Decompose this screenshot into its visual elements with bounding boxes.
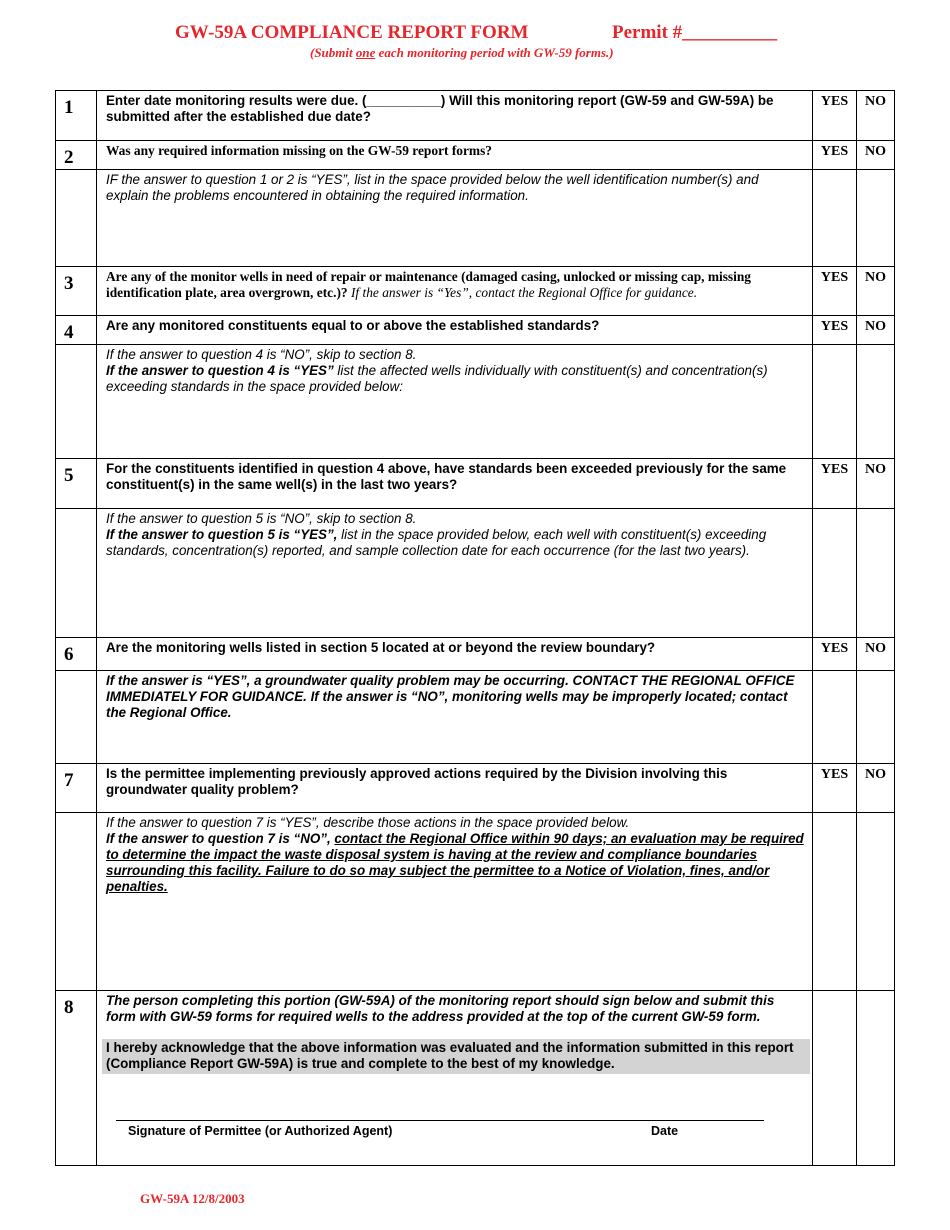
instruction-text: If the answer to question 7 is “YES”, describe those actions in the space provided below. (106, 815, 630, 830)
answer-area-2 (56, 170, 895, 267)
answer-area-4 (56, 345, 895, 459)
answer-space-7[interactable] (97, 813, 813, 991)
date-label: Date (651, 1124, 679, 1138)
answer-space-4[interactable] (97, 345, 813, 459)
warning-text: If the answer is “YES”, a groundwater quality problem may be occurring. CONTACT THE REGIONAL OFFICE IMMEDIATELY FOR GUIDANCE. If the answer is “NO”, monitoring wells may be improperly located; contact the Regional Office. (106, 673, 795, 720)
question-number: 3 (56, 267, 97, 316)
yes-checkbox-1[interactable]: YES (813, 91, 857, 141)
question-row-4 (56, 316, 895, 345)
question-row-5 (56, 459, 895, 509)
question-number: 4 (56, 316, 97, 345)
question-row-8 (56, 991, 895, 1166)
question-text: For the constituents identified in question 4 above, have standards been exceeded previously for the same constituent(s) in the same well(s) in the last two years? (97, 459, 813, 509)
question-text: Are any monitored constituents equal to or above the established standards? (97, 316, 813, 345)
answer-area-7 (56, 813, 895, 991)
signature-labels (106, 1121, 804, 1141)
instruction-text: If the answer to question 4 is “NO”, skip to section 8. (106, 347, 417, 362)
question-number: 8 (56, 991, 97, 1166)
yes-checkbox-6[interactable]: YES (813, 638, 857, 671)
no-checkbox-6[interactable]: NO (857, 638, 895, 671)
question-row-2 (56, 141, 895, 170)
question-number: 5 (56, 459, 97, 509)
certification-section (97, 991, 813, 1166)
question-row-7 (56, 764, 895, 813)
yes-checkbox-7[interactable]: YES (813, 764, 857, 813)
question-text: Enter date monitoring results were due. (__________) Will this monitoring report (GW-59 and GW-59A) be submitted after the established due date? (97, 91, 813, 141)
yes-checkbox-3[interactable]: YES (813, 267, 857, 316)
question-number: 2 (56, 141, 97, 170)
question-number: 1 (56, 91, 97, 141)
answer-area-6 (56, 671, 895, 764)
acknowledgement-statement: I hereby acknowledge that the above information was evaluated and the information submitted in this report (Compliance Report GW-59A) is true and complete to the best of my knowledge. (102, 1039, 810, 1074)
yes-checkbox-2[interactable]: YES (813, 141, 857, 170)
signature-label: Signature of Permittee (or Authorized Agent) (128, 1124, 393, 1138)
form-footer: GW-59A 12/8/2003 (140, 1191, 245, 1206)
question-row-6 (56, 638, 895, 671)
no-checkbox-4[interactable]: NO (857, 316, 895, 345)
permit-number-field: Permit #__________ (612, 22, 778, 43)
compliance-form-table (55, 90, 895, 1166)
question-text: Are any of the monitor wells in need of repair or maintenance (damaged casing, unlocked or missing cap, missing identification plate, area overgrown, etc.)? If the answer is “Yes”, contact the Regional Office for guidance. (97, 267, 813, 316)
question-text: Was any required information missing on the GW-59 report forms? (97, 141, 813, 170)
subtitle-text-1: (Submit (310, 45, 356, 60)
form-title: GW-59A COMPLIANCE REPORT FORM (175, 22, 529, 43)
answer-space-2[interactable] (97, 170, 813, 267)
instruction-text: IF the answer to question 1 or 2 is “YES”, list in the space provided below the well identification number(s) and explain the problems encountered in obtaining the required information. (106, 172, 759, 203)
question-row-1 (56, 91, 895, 141)
instruction-text: If the answer to question 4 is “YES” list the affected wells individually with constituent(s) and concentration(s) exceeding standards in the space provided below: (106, 363, 768, 394)
instruction-text: If the answer to question 7 is “NO”, contact the Regional Office within 90 days; an evaluation may be required to determine the impact the waste disposal system is having at the review and compliance boundaries surrounding this facility. Failure to do so may subject the permittee to a Notice of Violation, fines, and/or penalties. (106, 831, 804, 894)
no-checkbox-1[interactable]: NO (857, 91, 895, 141)
instruction-text: If the answer to question 5 is “YES”, list in the space provided below, each well with constituent(s) exceeding standards, concentration(s) reported, and sample collection date for each occurrence (for the last two years). (106, 527, 767, 558)
answer-space-5[interactable] (97, 509, 813, 638)
question-text: Is the permittee implementing previously approved actions required by the Division involving this groundwater quality problem? (97, 764, 813, 813)
no-checkbox-7[interactable]: NO (857, 764, 895, 813)
no-checkbox-3[interactable]: NO (857, 267, 895, 316)
yes-checkbox-5[interactable]: YES (813, 459, 857, 509)
guidance-note: If the answer is “Yes”, contact the Regional Office for guidance. (347, 285, 698, 300)
instruction-text: If the answer to question 5 is “NO”, skip to section 8. (106, 511, 417, 526)
signing-instruction: The person completing this portion (GW-59A) of the monitoring report should sign below and submit this form with GW-59 forms for required wells to the address provided at the top of the current GW-59 form. (106, 993, 775, 1024)
subtitle-emphasis: one (355, 45, 376, 60)
no-checkbox-5[interactable]: NO (857, 459, 895, 509)
question-number: 6 (56, 638, 97, 671)
yes-checkbox-4[interactable]: YES (813, 316, 857, 345)
question-row-3 (56, 267, 895, 316)
answer-space-6 (97, 671, 813, 764)
subtitle-text-2: each monitoring period with GW-59 forms.) (375, 45, 614, 60)
question-text: Are the monitoring wells listed in section 5 located at or beyond the review boundary? (97, 638, 813, 671)
form-subtitle (310, 45, 614, 61)
no-checkbox-2[interactable]: NO (857, 141, 895, 170)
question-number: 7 (56, 764, 97, 813)
answer-area-5 (56, 509, 895, 638)
